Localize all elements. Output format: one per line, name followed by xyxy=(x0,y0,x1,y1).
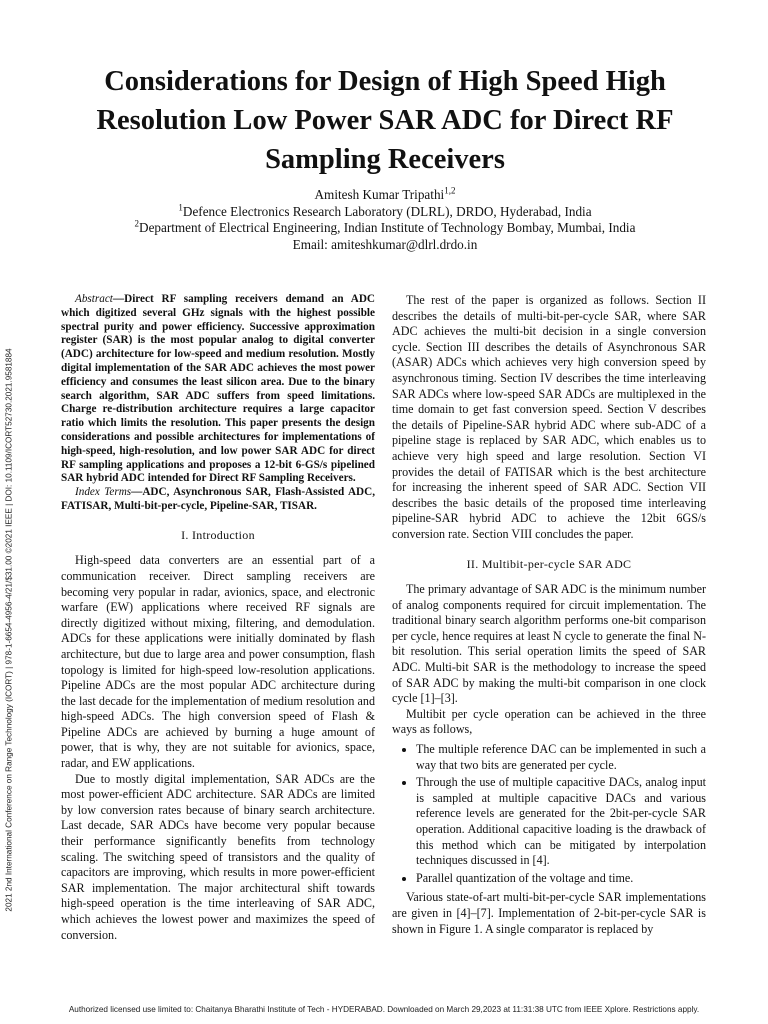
abstract-text: —Direct RF sampling receivers demand an ADC which digitized several GHz signals with the highest possible spectral purity and power efficiency. Successive approximation register (SAR) is the most popular analog to digital converter (ADC) architecture for low-speed and medium resolution. Mostly digital implementation of the SAR ADC achieves the most power efficiency and consumes the least silicon area. Due to the binary search algorithm, SAR ADC suffers from speed limitations. Charge re-distribution architecture requires a large capacitor ratio which limits the resolution. This paper presents the design considerations and possible architectures for implementations of high-speed, high-resolution, and low power SAR ADC for direct RF sampling applications and proposes a 12-bit 6-GS/s pipelined SAR hybrid ADC intended for Direct RF Sampling Receivers. xyxy=(61,293,375,485)
multibit-paragraph-1: The primary advantage of SAR ADC is the minimum number of analog components required for circuit implementation. The traditional binary search algorithm performs one-bit comparison per cycle, hence requires at least N cycle to generate the final N-bit resolution. This serial operation limits the speed of SAR ADC. Multi-bit SAR is the methodology to increase the speed of SAR ADC by making the multi-bit comparison in one clock cycle [1]–[3]. xyxy=(392,582,706,706)
abstract-paragraph xyxy=(61,293,375,486)
index-terms-text: —ADC, Asynchronous SAR, Flash-Assisted ADC, FATISAR, Multi-bit-per-cycle, Pipeline-SAR, TISAR. xyxy=(61,486,375,512)
left-column xyxy=(61,293,375,943)
author-name: Amitesh Kumar Tripathi xyxy=(314,187,445,202)
author-email: Email: amiteshkumar@dlrl.drdo.in xyxy=(292,236,478,252)
right-column xyxy=(392,293,706,937)
affiliation-1-text: Defence Electronics Research Laboratory (DLRL), DRDO, Hyderabad, India xyxy=(182,203,592,219)
bullet-item: • Parallel quantization of the voltage and time. xyxy=(416,871,706,887)
affiliation-2-text: Department of Electrical Engineering, Indian Institute of Technology Bombay, Mumbai, India xyxy=(139,220,636,235)
index-terms xyxy=(61,486,375,514)
multibit-paragraph-2: Multibit per cycle operation can be achieved in the three ways as follows, xyxy=(392,706,706,737)
sidebar-text: 2021 2nd International Conference on Range Technology (ICORT) | 978-1-6654-4956-4/21/$31.00 ©2021 IEEE | DOI: 10.1109/ICORT52730.2021.9581884 xyxy=(4,348,14,912)
author-sup: 1,2 xyxy=(444,185,456,196)
affiliation-1-sup: 1 xyxy=(178,202,183,213)
bullet-item: • Through the use of multiple capacitive DACs, analog input is sampled at multiple capacitive DACs and various reference levels are generated for the 2bit-per-cycle SAR operation. Additional capacitive loading is the drawback of this method which can be mitigated by interpolation techniques discussed in [4]. xyxy=(416,775,706,869)
section-heading-introduction: I. Introduction xyxy=(181,527,255,542)
author-block xyxy=(40,187,730,253)
license-footer: Authorized licensed use limited to: Chaitanya Bharathi Institute of Tech - HYDERABAD. Downloaded on March 29,2023 at 11:31:38 UTC from IEEE Xplore. Restrictions apply. xyxy=(68,1005,700,1014)
paper-title: Considerations for Design of High Speed High Resolution Low Power SAR ADC for Direct RF Sampling Receivers xyxy=(96,66,674,175)
affiliation-2 xyxy=(40,220,730,237)
organization-paragraph: The rest of the paper is organized as follows. Section II describes the details of multi-bit-per-cycle SAR, where SAR ADC achieves the multi-bit decision in a single conversion cycle. Section III describes the details of Asynchronous SAR (ASAR) ADCs which achieves very high conversion speed by asynchronous timing. Section IV describes the time interleaving SAR ADCs where low-speed SAR ADCs are multiplexed in the time domain to get fast conversion speed. Section V describes the details of Pipeline-SAR hybrid ADC where sub-ADC of a pipeline stage is replaced by SAR ADC, which enables us to achieve very high speed and large resolution. Section VI provides the detail of FATISAR which is the best architecture for increasing the inherent speed of SAR ADC. Section VII describes the basic details of the proposed time interleaving pipeline-SAR hybrid ADC to achieve the 12bit 6GS/s conversion rate. Section VIII concludes the paper. xyxy=(392,293,706,541)
author-line xyxy=(40,187,730,204)
affiliation-1 xyxy=(40,204,730,221)
index-terms-label: Index Terms xyxy=(75,486,132,499)
abstract-label: Abstract xyxy=(75,293,113,305)
section-heading-multibit: II. Multibit-per-cycle SAR ADC xyxy=(466,556,632,571)
intro-paragraph-2: Due to mostly digital implementation, SAR ADCs are the most power-efficient ADC architecture. SAR ADCs are limited by low conversion rates because of binary search architecture. Last decade, SAR ADCs have become very popular because their performance significantly benefits from technology scaling. The switching speed of transistors and the quality of capacitors are improving, which results in more power-efficient SAR implementation. The major architectural shift towards high-speed operation is the time interleaving of SAR ADC, which achieves the lowest power and maximizes the speed of conversion. xyxy=(61,771,375,942)
multibit-bullet-list xyxy=(392,742,706,886)
abstract-section xyxy=(61,293,375,514)
multibit-paragraph-3: Various state-of-art multi-bit-per-cycle SAR implementations are given in [4]–[7]. Implementation of 2-bit-per-cycle SAR is shown in Figure 1. A single comparator is replaced by xyxy=(392,890,706,936)
affiliation-2-sup: 2 xyxy=(134,218,140,229)
conference-sidebar xyxy=(2,290,16,970)
bullet-item: • The multiple reference DAC can be implemented in such a way that two bits are generated per cycle. xyxy=(416,742,706,773)
intro-paragraph-1: High-speed data converters are an essential part of a communication receiver. Direct sampling receivers are becoming very popular in radar, avionics, space, and electronic warfare (EW) applications where received RF signals are directly digitized without mixing, filtering, and demodulation. ADCs for these applications were initially dominated by flash architecture, but due to large area and power consumption, flash topology is limited for high-speed low-resolution applications. Pipeline ADCs are the most popular ADC architecture during the last decade for the implementation of medium resolution and high-speed ADCs. The high conversion speed of Flash & Pipeline ADCs are achieved by burning a huge amount of power, that is why, they are not suitable for avionics, space, radar, and EW applications. xyxy=(61,553,375,771)
